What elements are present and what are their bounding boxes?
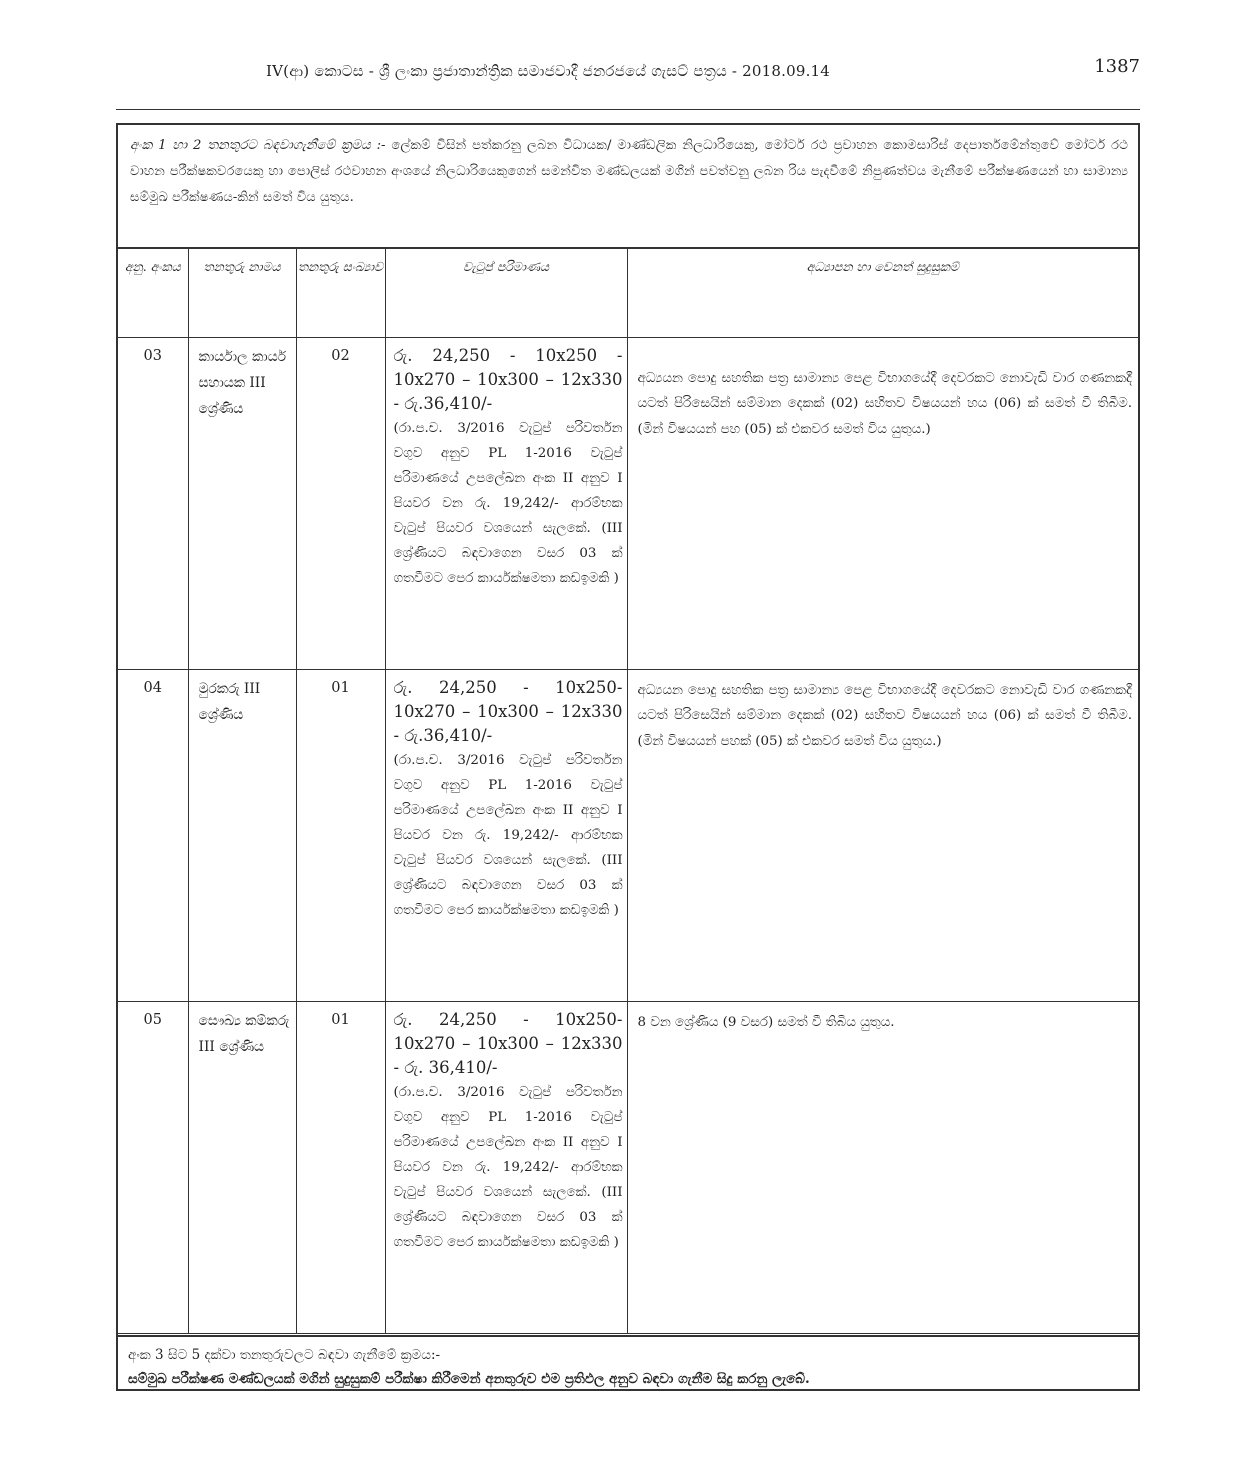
recruitment-method-intro xyxy=(118,125,1138,249)
qualifications: අධ්‍යයන පොදු සහතික පත්‍ර සාමාන්‍ය පෙළ විභාගයේදී දෙවරකට නොවැඩි වාර ගණනකදී යටත් පිරිසෙයින් සම්මාන දෙකක් (02) සහිතව විෂයයන් හය (06) ක් සමත් වී තිබීම. (මින් විෂයයන් පහ (05) ක් එකවර සමත් විය යුතුය.) xyxy=(627,337,1138,669)
qualifications: 8 වන ශ්‍රේණිය (9 වසර) සමත් වී තිබිය යුතුය. xyxy=(627,1001,1138,1333)
salary-scale: රු. 24,250 - 10x250 - 10x270 – 10x300 – 12x330 - රු.36,410/- xyxy=(393,345,623,413)
salary-cell xyxy=(385,1001,627,1333)
salary-cell xyxy=(385,669,627,1001)
post-count: 01 xyxy=(296,1001,385,1333)
serial-no: 05 xyxy=(118,1001,188,1333)
header-salary-scale: වැටුප් පරිමාණය xyxy=(385,249,627,337)
post-title: සෞඛ්‍ය කම්කරු III ශ්‍රේණිය xyxy=(188,1001,296,1333)
header-divider xyxy=(116,109,1140,110)
header-serial-no: අනු. අංකය xyxy=(118,249,188,337)
post-count: 01 xyxy=(296,669,385,1001)
gazette-title: IV(ආ) කොටස - ශ්‍රී ලංකා ප්‍රජාතාන්ත්‍රික සමාජවාදී ජනරජයේ ගැසට් පත්‍රය - 2018.09.14 xyxy=(266,62,831,80)
salary-cell xyxy=(385,337,627,669)
header-qualifications: අධ්‍යාපන හා වෙනත් සුදුසුකම් xyxy=(627,249,1138,337)
intro-lead: අංක 1 හා 2 තනතුරට බඳවාගැනීමේ ක්‍රමය :- xyxy=(130,138,386,153)
serial-no: 04 xyxy=(118,669,188,1001)
vacancy-table xyxy=(118,249,1138,1334)
table-row xyxy=(118,669,1138,1001)
recruitment-table-frame xyxy=(116,123,1140,1391)
table-row xyxy=(118,1001,1138,1333)
salary-scale: රු. 24,250 - 10x250- 10x270 – 10x300 – 12x330 - රු.36,410/- xyxy=(393,677,623,745)
header-post-title: තනතුරු නාමය xyxy=(188,249,296,337)
intro-text: ලේකම් විසින් පත්කරනු ලබන විධායක/ මාණ්ඩලික නිලධාරියෙකු, මෝටර් රථ ප්‍රවාහන කොමසාරිස් දෙපාර්තමේන්තුවේ මෝටර් රථ වාහන පරීක්ෂකවරයෙකු හා පොලිස් රථවාහන අංශයේ නිලධාරියෙකුගෙන් සමන්විත මණ්ඩලයක් මගින් පවත්වනු ලබන රිය පැදවීමේ නිපුණත්වය මැනීමේ පරීක්ෂණයෙන් හා සාමාන්‍ය සම්මුඛ පරීක්ෂණය-කින් සමත් විය යුතුය. xyxy=(130,138,1128,205)
recruitment-method-footer xyxy=(118,1335,1138,1391)
footer-heading: අංක 3 සිට 5 දක්වා තනතුරුවලට බඳවා ගැනීමේ ක්‍රමය:- xyxy=(128,1347,441,1363)
post-title: මුරකරු III ශ්‍රේණිය xyxy=(188,669,296,1001)
table-header-row xyxy=(118,249,1138,337)
qualifications: අධ්‍යයන පොදු සහතික පත්‍ර සාමාන්‍ය පෙළ විභාගයේදී දෙවරකට නොවැඩි වාර ගණනකදී යටත් පිරිසෙයින් සම්මාන දෙකක් (02) සහිතව විෂයයන් හය (06) ක් සමත් වී තිබීම. (මින් විෂයයන් පහක් (05) ක් එකවර සමත් විය යුතුය.) xyxy=(627,669,1138,1001)
header-post-count: තනතුරු සංඛ්‍යාව xyxy=(296,249,385,337)
post-count: 02 xyxy=(296,337,385,669)
page-number: 1387 xyxy=(1094,56,1140,77)
salary-note: (රා.ප.ච. 3/2016 වැටුප් පරිවර්තන වගුව අනුව PL 1-2016 වැටුප් පරිමාණයේ උපලේඛන අංක II අනුව I පියවර වන රු. 19,242/- ආරම්භක වැටුප් පියවර වශයෙන් සැලකේ. (III ශ්‍රේණියට බඳවාගෙන වසර 03 ක් ගතවීමට පෙර කාර්යක්ෂමතා කඩඉමකි ) xyxy=(393,752,623,918)
salary-scale: රු. 24,250 - 10x250- 10x270 – 10x300 – 12x330 - රු. 36,410/- xyxy=(393,1009,623,1077)
table-row xyxy=(118,337,1138,669)
salary-note: (රා.ප.ච. 3/2016 වැටුප් පරිවර්තන වගුව අනුව PL 1-2016 වැටුප් පරිමාණයේ උපලේඛන අංක II අනුව I පියවර වන රු. 19,242/- ආරම්භක වැටුප් පියවර වශයෙන් සැලකේ. (III ශ්‍රේණියට බඳවාගෙන වසර 03 ක් ගතවීමට පෙර කාර්යක්ෂමතා කඩඉමකි ) xyxy=(393,420,623,586)
footer-text: සම්මුඛ පරීක්ෂණ මණ්ඩලයක් මගින් සුදුසුකම් පරීක්ෂා කිරීමෙන් අනතුරුව එම ප්‍රතිඵල අනුව බඳවා ගැනීම සිදු කරනු ලැබේ. xyxy=(128,1371,810,1387)
page-header xyxy=(116,52,1140,92)
serial-no: 03 xyxy=(118,337,188,669)
post-title: කාර්යාල කාර්ය සහායක III ශ්‍රේණිය xyxy=(188,337,296,669)
salary-note: (රා.ප.ච. 3/2016 වැටුප් පරිවර්තන වගුව අනුව PL 1-2016 වැටුප් පරිමාණයේ උපලේඛන අංක II අනුව I පියවර වන රු. 19,242/- ආරම්භක වැටුප් පියවර වශයෙන් සැලකේ. (III ශ්‍රේණියට බඳවාගෙන වසර 03 ක් ගතවීමට පෙර කාර්යක්ෂමතා කඩඉමකි ) xyxy=(393,1084,623,1250)
